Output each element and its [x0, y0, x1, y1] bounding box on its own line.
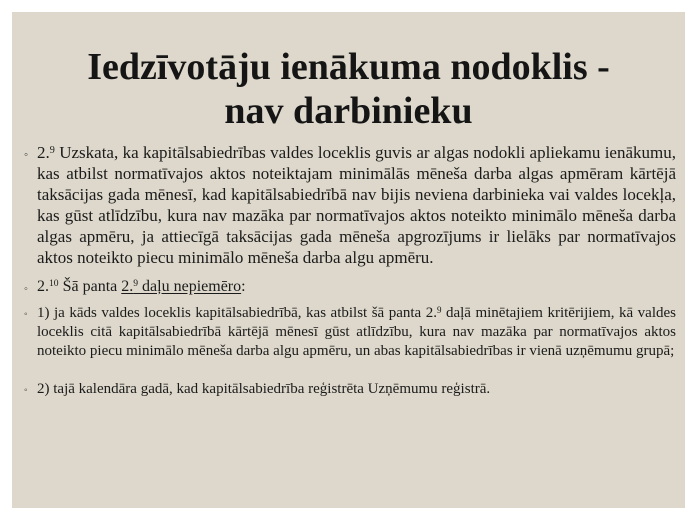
referenced-clause-superscript: 9 — [133, 278, 139, 290]
bullet-item-point-2 — [24, 380, 676, 399]
clause-superscript: 10 — [49, 278, 59, 290]
bullet-item-point-1 — [24, 304, 677, 361]
bullet-item-clause-2-10 — [24, 277, 676, 297]
slide-title — [12, 12, 685, 133]
clause-tail: : — [241, 278, 246, 295]
slide-title-line1: Iedzīvotāju ienākuma nodoklis - — [87, 46, 610, 88]
bullet-icon: ◦ — [24, 147, 29, 161]
bullet-icon: ◦ — [24, 385, 28, 397]
bullet-item-clause-2-9 — [24, 142, 676, 268]
point-text: 2) tajā kalendāra gadā, kad kapitālsabiedrība reģistrēta Uzņēmumu reģistrā. — [37, 381, 491, 397]
slide-canvas — [12, 12, 685, 508]
clause-number: 2. — [37, 143, 50, 162]
clause-text: Uzskata, ka kapitālsabiedrības valdes loceklis guvis ar algas nodokli apliekamu ienākumu, kas atbilst normatīvajos aktos noteiktajam minimālās mēneša darba algas apmēram kārtējā taksācijas gada mēnesī, kad kapitālsabiedrībā nav bijis neviena darbinieka vai valdes locekļa, kas gūst atlīdzību, kura nav mazāka par normatīvajos aktos noteikto minimālo mēneša darba algas apmēru, ja attiecīgā taksācijas gada mēneša apgrozījums ir lielāks par normatīvajos aktos noteikto piecu minimālo mēneša darba algu apmēru. — [37, 143, 676, 267]
clause-superscript: 9 — [49, 145, 55, 157]
underlined-reference — [121, 278, 241, 295]
slide-body — [12, 142, 685, 399]
clause-text: Šā panta — [58, 278, 122, 295]
clause-superscript: 9 — [436, 304, 442, 315]
point-text-after: daļā minētajiem kritērijiem, kā valdes loceklis citā kapitālsabiedrībā kārtējā mēnesī gūst atlīdzību, kura nav mazāka par normatīvajos aktos noteikto piecu minimālo mēneša darba algu apmēru, un abas kapitālsabiedrības ir vienā uzņēmumu grupā; — [37, 305, 677, 359]
referenced-clause-number: 2. — [121, 278, 134, 295]
slide-title-line2: nav darbinieku — [224, 90, 473, 132]
clause-number: 2. — [37, 278, 49, 295]
bullet-icon: ◦ — [24, 309, 28, 321]
point-text-before: 1) ja kāds valdes loceklis kapitālsabiedrībā, kas atbilst šā panta 2. — [37, 305, 437, 321]
referenced-clause-text: daļu nepiemēro — [138, 278, 242, 295]
bullet-icon: ◦ — [24, 282, 28, 295]
